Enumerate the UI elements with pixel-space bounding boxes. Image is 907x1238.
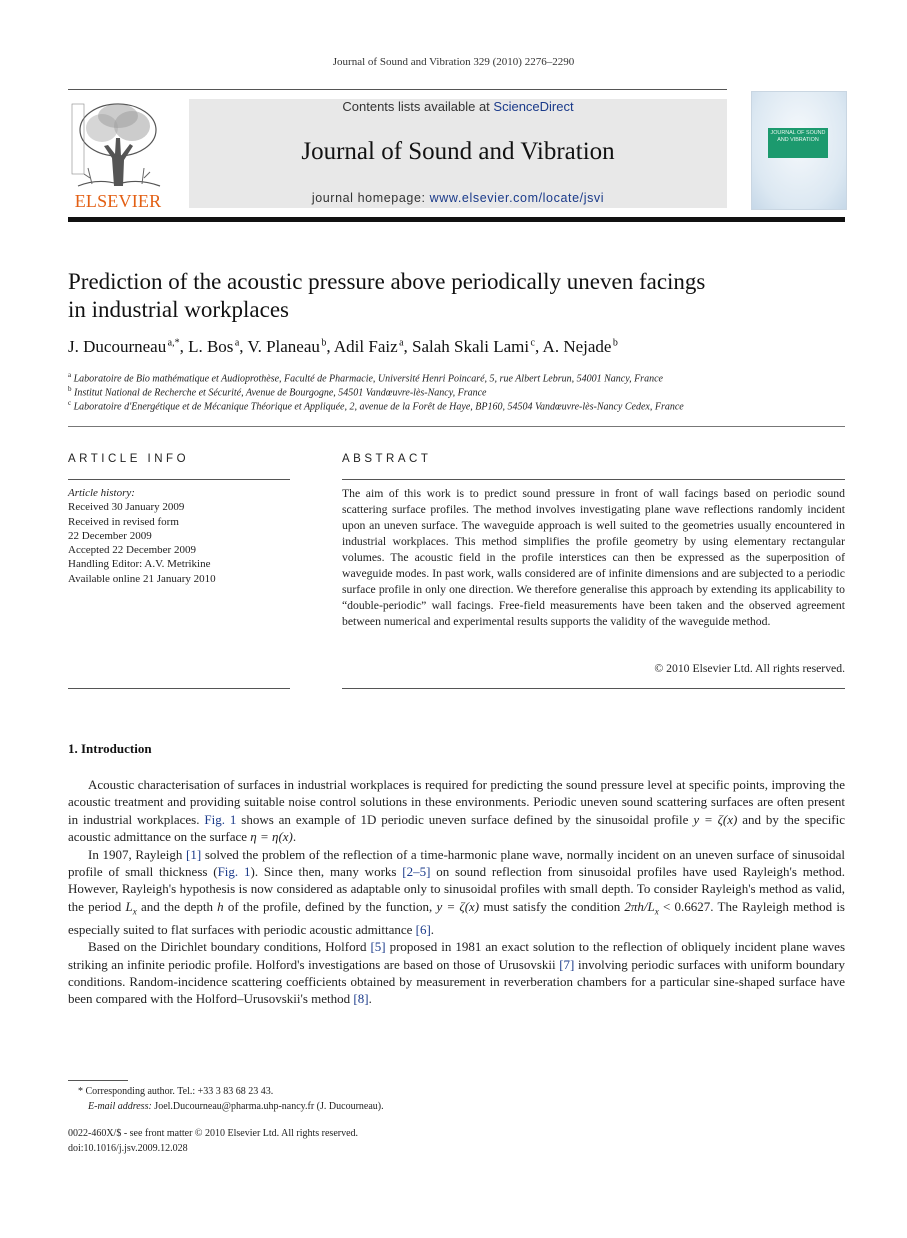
contents-prefix: Contents lists available at <box>342 99 494 114</box>
journal-title: Journal of Sound and Vibration <box>301 138 615 165</box>
history-item: Accepted 22 December 2009 <box>68 544 196 557</box>
math-inline: y = ζ(x) <box>436 898 480 914</box>
journal-homepage-line <box>189 191 727 205</box>
author-list: J. Ducourneau $^{a,*}$, L. Bos $^a$, V. Planeau $^b$, Adil Faiz $^a$, Salah Skali Lami $^c$, A. Nejade $^b$ <box>68 337 618 356</box>
affiliation-text: Laboratoire d'Energétique et de Mécanique Théorique et Appliquée, 2, avenue de la Forêt de Haye, BP160, 54504 Vandœuvre-lès-Nancy Cedex, France <box>73 401 684 413</box>
math-inline: y = ζ(x) <box>693 811 738 827</box>
journal-homepage-link[interactable]: www.elsevier.com/locate/jsvi <box>429 191 605 205</box>
author-name[interactable]: Adil Faiz <box>333 337 398 356</box>
author-affil-mark: c <box>530 337 535 349</box>
history-item: Handling Editor: A.V. Metrikine <box>68 558 211 571</box>
article-title <box>68 268 848 324</box>
affiliation-mark: c <box>68 399 72 407</box>
introduction-body <box>68 776 845 1008</box>
reference-link[interactable]: [7] <box>559 956 575 972</box>
affiliation-text: Laboratoire de Bio mathématique et Audioprothèse, Faculté de Pharmacie, Université Henri Poincaré, 5, rue Albert Lebrun, 54001 Nancy, France <box>73 373 663 385</box>
doi-line[interactable]: doi:10.1016/j.jsv.2009.12.028 <box>68 1143 188 1154</box>
intro-text: ). Since then, many works <box>250 864 403 880</box>
intro-text: solved the problem of the reflection of a time-harmonic plane wave, normally incident on an uneven surface of sinusoidal profile of small thickness ( <box>68 846 845 880</box>
author-affil-mark: a <box>399 337 404 349</box>
intro-paragraph <box>68 846 845 939</box>
reference-link[interactable]: [8] <box>353 991 369 1007</box>
article-info-rule-bottom <box>68 688 290 689</box>
footnotes <box>68 1084 768 1114</box>
author-name[interactable]: L. Bos <box>188 337 234 356</box>
journal-citation: Journal of Sound and Vibration 329 (2010) 2276–2290 <box>332 56 575 68</box>
history-label: Article history: <box>68 487 135 499</box>
intro-text: . <box>430 921 435 937</box>
cover-title: JOURNAL OF SOUND AND VIBRATION <box>770 130 826 143</box>
homepage-prefix: journal homepage: <box>311 191 430 205</box>
issn-line: 0022-460X/$ - see front matter © 2010 Elsevier Ltd. All rights reserved. <box>68 1128 359 1139</box>
intro-text: Based on the Dirichlet boundary conditions, Holford <box>88 939 371 955</box>
intro-text: must satisfy the condition <box>479 898 625 914</box>
section-divider <box>68 426 845 427</box>
intro-text: shows an example of 1D periodic uneven surface defined by the sinusoidal profile <box>236 811 694 827</box>
abstract-text: The aim of this work is to predict sound pressure in front of wall facings based on periodic sound scattering surface profiles. The method involves investigating plane wave reflections randomly incident upon an uneven surface. The waveguide approach is well suited to the geometries usually encountered in industrial workplaces. This method simplifies the profile geometry by using elementary rectangular volumes. The acoustic field in the profile interstices can then be expressed as the superposition of waveguide modes. In past work, walls considered are of infinite dimensions and are subjected to a periodic surface profile in only one direction. We therefore generalise this approach by extending its applicability to “double-periodic” wall facings. Free-field measurements have been taken and the observed agreement between numerical and experimental results supports the validity of the waveguide method. <box>342 487 845 628</box>
intro-text: and the depth <box>136 898 218 914</box>
sciencedirect-link[interactable]: ScienceDirect <box>493 99 574 114</box>
intro-text: involving periodic surfaces with uniform boundary conditions. Random-incidence scattering coefficients obtained by measurement in reverberation chambers for a particular sine-shaped surface have been compared with the Holford–Urusovskii's method <box>68 956 846 1007</box>
author-affil-mark: b <box>321 337 327 349</box>
affiliation-mark: b <box>68 385 72 393</box>
header-rule-thin <box>68 89 727 90</box>
introduction-heading: 1. Introduction <box>68 741 152 756</box>
math-inline: L <box>125 898 133 914</box>
intro-text: proposed in 1981 an exact solution to the reflection of obliquely incident plane waves striking an infinite periodic profile. Holford's investigations are based on those of Urusovskii <box>68 939 846 972</box>
intro-paragraph <box>68 776 845 846</box>
abstract-copyright: © 2010 Elsevier Ltd. All rights reserved. <box>654 662 845 675</box>
intro-text: . The Rayleigh method is especially suited to flat surfaces with periodic acoustic admittance <box>68 898 845 937</box>
article-history <box>68 486 290 586</box>
author-name[interactable]: J. Ducourneau <box>68 337 167 356</box>
email-address[interactable]: Joel.Ducourneau@pharma.uhp-nancy.fr (J. Ducourneau). <box>151 1101 384 1112</box>
math-subscript: x <box>654 906 659 917</box>
intro-text: of the profile, defined by the function, <box>223 898 437 914</box>
intro-text: Acoustic characterisation of surfaces in industrial workplaces is required for predicting the sound pressure level at specific points, improving the acoustic treatment and providing suitable noise control solutions in these environments. Periodic uneven sound scattering surfaces are often present in industrial workplaces. <box>68 777 845 827</box>
figure-link[interactable]: Fig. 1 <box>204 811 237 827</box>
author-affil-mark: a,* <box>167 337 180 349</box>
history-item: Received 30 January 2009 <box>68 501 185 514</box>
abstract-heading: ABSTRACT <box>342 453 432 465</box>
math-inline: 2πh/L <box>624 898 655 914</box>
elsevier-wordmark: ELSEVIER <box>74 191 162 211</box>
abstract-rule-top <box>342 479 845 480</box>
footnote-rule <box>68 1080 128 1081</box>
email-label: E-mail address: <box>88 1101 152 1112</box>
intro-text: and by the specific acoustic admittance on the surface <box>68 811 846 845</box>
affiliation-text: Institut National de Recherche et Sécurité, Avenue de Bourgogne, 54501 Vandœuvre-lès-Nancy, France <box>74 387 487 399</box>
history-item: Available online 21 January 2010 <box>68 572 216 585</box>
corresponding-author-note: * Corresponding author. Tel.: +33 3 83 68 23 43. <box>78 1086 274 1097</box>
article-info-heading: ARTICLE INFO <box>68 453 190 465</box>
affiliation-b <box>68 385 868 398</box>
reference-link[interactable]: [2–5] <box>402 864 431 880</box>
figure-link[interactable]: Fig. 1 <box>217 864 251 880</box>
math-inline: h <box>217 898 224 914</box>
reference-link[interactable]: [5] <box>370 939 386 955</box>
intro-text: . <box>368 991 372 1007</box>
front-matter <box>68 1126 568 1156</box>
author-affil-mark: b <box>612 337 618 349</box>
affiliation-mark: a <box>68 371 72 379</box>
intro-paragraph <box>68 938 845 1008</box>
author-name[interactable]: A. Nejade <box>542 337 612 356</box>
reference-link[interactable]: [1] <box>186 846 202 862</box>
email-note <box>68 1099 768 1114</box>
header-rule-thick <box>68 217 845 222</box>
math-subscript: x <box>132 906 137 917</box>
article-info-rule-top <box>68 479 290 480</box>
history-item: Received in revised form <box>68 515 179 528</box>
intro-text: In 1907, Rayleigh <box>88 846 186 862</box>
contents-line <box>189 99 727 115</box>
affiliation-a <box>68 371 868 384</box>
math-inline: < 0.6627 <box>658 898 711 914</box>
author-name[interactable]: Salah Skali Lami <box>412 337 530 356</box>
abstract-rule-bottom <box>342 688 845 689</box>
author-affil-mark: a <box>234 337 240 349</box>
math-inline: η = η(x) <box>250 829 293 845</box>
reference-link[interactable]: [6] <box>415 921 431 937</box>
intro-text: . <box>292 829 297 845</box>
article-title-line-2: in industrial workplaces <box>68 297 290 322</box>
author-name[interactable]: V. Planeau <box>247 337 320 356</box>
history-item: 22 December 2009 <box>68 529 152 542</box>
article-title-line-1: Prediction of the acoustic pressure above periodically uneven facings <box>68 269 706 294</box>
affiliation-c <box>68 399 868 412</box>
intro-text: on sound reflection from sinusoidal profiles have used Rayleigh's method. However, Rayleigh's hypothesis is now considered as adaptable only to sinusoidal profiles with small depth. To consider Rayleigh's method as valid, the period <box>68 864 845 914</box>
